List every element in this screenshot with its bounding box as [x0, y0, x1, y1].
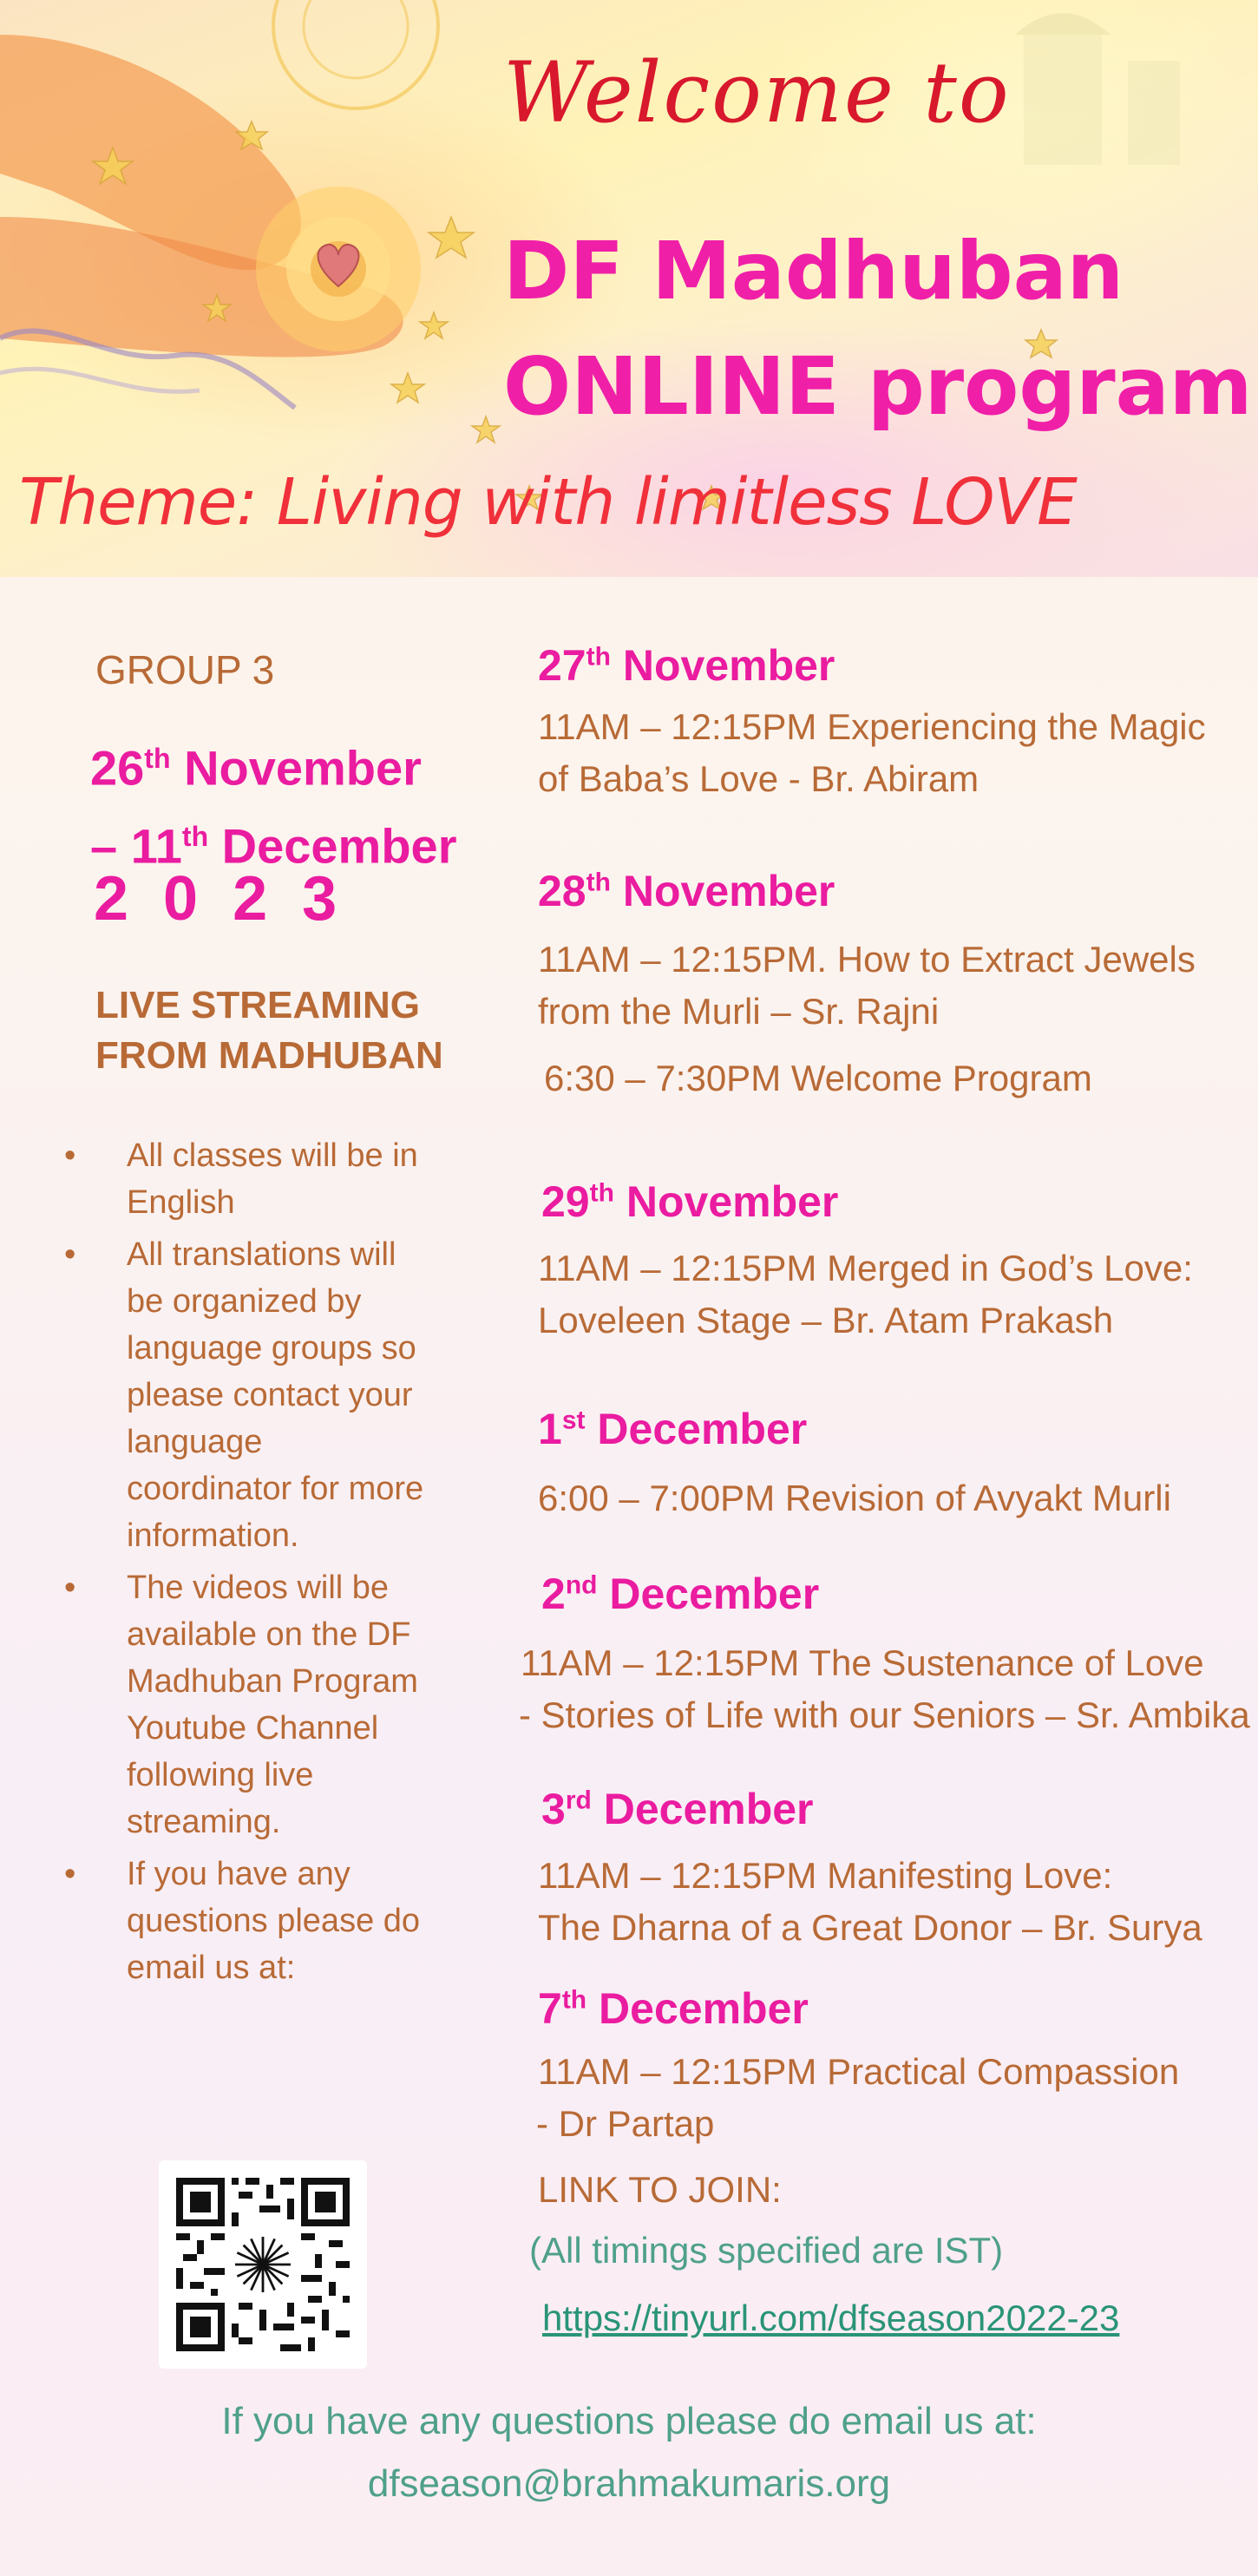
session-line: 11AM – 12:15PM. How to Extract Jewels	[538, 939, 1196, 980]
live-streaming-label: LIVE STREAMING FROM MADHUBAN	[95, 984, 443, 1077]
link-to-join-label: LINK TO JOIN:	[538, 2169, 782, 2210]
qr-code[interactable]	[159, 2160, 367, 2369]
session-line: 6:30 – 7:30PM Welcome Program	[544, 1058, 1092, 1098]
list-item: • The videos will be available on the DF Madhuban Program Youtube Channel following live streaming.	[61, 1564, 434, 1845]
day-heading: 3rd December	[541, 1785, 814, 1833]
group-label: GROUP 3	[95, 647, 275, 692]
day-heading: 1st December	[538, 1405, 808, 1453]
list-item: • All classes will be in English	[61, 1132, 434, 1226]
program-title-line1: DF Madhuban	[503, 225, 1124, 318]
year-label: 2023	[94, 864, 372, 934]
star-icon	[429, 217, 474, 258]
session-line: Loveleen Stage – Br. Atam Prakash	[538, 1300, 1114, 1340]
date-start: 26th November	[90, 740, 422, 796]
join-link[interactable]: https://tinyurl.com/dfseason2022-23	[542, 2297, 1120, 2338]
session-line: 11AM – 12:15PM Merged in God’s Love:	[538, 1248, 1193, 1288]
program-title-line2: ONLINE program	[503, 340, 1253, 433]
session-line: - Stories of Life with our Seniors – Sr. Ambika	[519, 1694, 1250, 1735]
session-line: 11AM – 12:15PM Experiencing the Magic	[538, 706, 1206, 747]
session-line: 6:00 – 7:00PM Revision of Avyakt Murli	[538, 1478, 1171, 1518]
day-heading: 7th December	[538, 1984, 809, 2033]
qr-code-icon	[176, 2178, 350, 2351]
star-icon	[472, 416, 500, 442]
info-bullet-list	[61, 1132, 434, 1996]
qr-center-logo	[235, 2237, 291, 2292]
sun-ring	[304, 0, 408, 78]
star-icon	[420, 312, 448, 338]
star-icon	[391, 373, 424, 403]
day-heading: 29th November	[541, 1177, 839, 1226]
session-line: of Baba’s Love - Br. Abiram	[538, 758, 980, 799]
session-line: 11AM – 12:15PM Manifesting Love:	[538, 1855, 1113, 1896]
wisp-shape	[0, 369, 200, 391]
footer-email[interactable]: dfseason@brahmakumaris.org	[367, 2462, 891, 2505]
welcome-heading: Welcome to	[503, 44, 1011, 141]
day-heading: 28th November	[538, 867, 835, 915]
session-line: from the Murli – Sr. Rajni	[538, 991, 940, 1032]
list-item: • All translations will be organized by language groups so please contact your language coordinator for more information.	[61, 1231, 434, 1559]
header-banner	[0, 0, 1258, 577]
list-item: • If you have any questions please do email us at:	[61, 1851, 434, 1991]
day-heading: 2nd December	[541, 1570, 820, 1618]
day-heading: 27th November	[538, 641, 835, 690]
footer-question: If you have any questions please do email us at:	[221, 2400, 1037, 2442]
session-line: 11AM – 12:15PM Practical Compassion	[538, 2051, 1180, 2092]
session-line: The Dharna of a Great Donor – Br. Surya	[538, 1907, 1202, 1948]
theme-heading: Theme: Living with limitless LOVE	[19, 465, 1077, 540]
session-line: 11AM – 12:15PM The Sustenance of Love	[521, 1642, 1204, 1683]
session-line: - Dr Partap	[536, 2103, 715, 2144]
date-range	[90, 724, 456, 880]
date-end: – 11th December	[90, 818, 457, 874]
sun-ring	[273, 0, 438, 108]
timing-note: (All timings specified are IST)	[529, 2230, 1004, 2271]
